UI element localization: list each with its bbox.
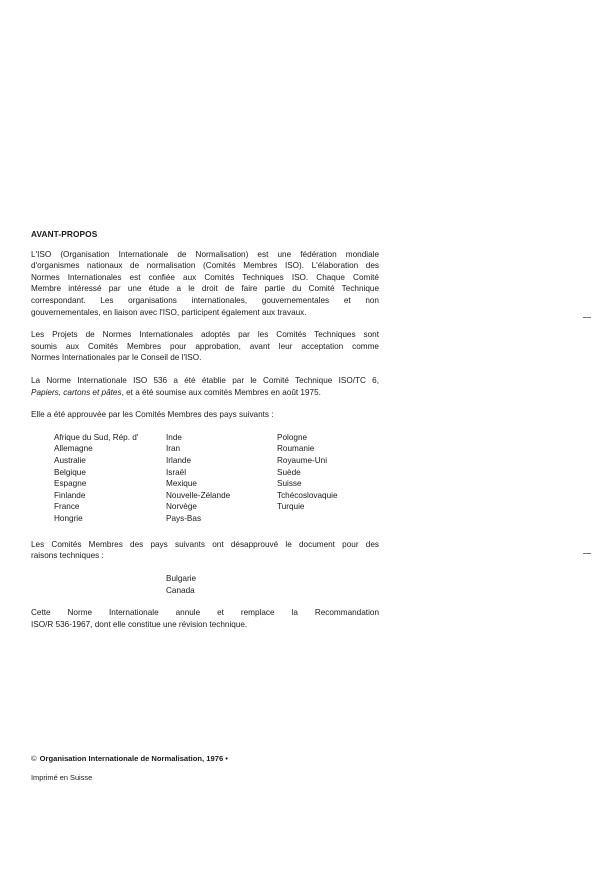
committee-title: Papiers, cartons et pâtes [31,387,122,397]
countries-column-3 [277,432,338,513]
text-line: Cette Norme Internationale annule et remplace la Recommandation [31,608,379,618]
country-item: Suède [277,467,301,477]
foreword-section [31,229,379,641]
country-item: Inde [166,432,182,442]
margin-mark [583,317,591,318]
country-item: Irlande [166,455,192,465]
country-item: Israël [166,467,187,477]
text-line: ISO/R 536-1967, dont elle constitue une révision technique. [31,619,248,629]
country-item: Finlande [54,490,86,500]
country-item: Hongrie [54,513,83,523]
foreword-heading: AVANT-PROPOS [31,229,98,239]
country-item: Royaume-Uni [277,455,328,465]
country-item: Iran [166,444,181,454]
text-line [31,387,379,399]
country-item: Espagne [54,479,87,489]
text-line: correspondant. Les organisations internationales, gouvernementales et non [31,295,379,305]
copyright-text: Organisation Internationale de Normalisation, 1976 • [39,754,228,763]
paragraph-replaces [31,607,379,630]
country-item: Canada [166,585,195,595]
countries-column-1 [54,432,138,525]
country-item: Turquie [277,502,305,512]
paragraph-approved-by [31,409,379,421]
text-fragment: , et a été soumise aux comités Membres en août 1975. [121,387,321,397]
paragraph-iso-intro [31,249,379,319]
country-item: Pologne [277,432,308,442]
country-item: Tchécoslovaquie [277,490,338,500]
country-item: Mexique [166,479,197,489]
text-line: gouvernementales, en liaison avec l'ISO, participent également aux travaux. [31,307,307,317]
margin-mark [583,553,591,554]
text-line: Normes Internationales est confiée aux Comités Techniques ISO. Chaque Comité [31,272,379,282]
text-line: Les Projets de Normes Internationales adoptés par les Comités Techniques sont [31,330,379,340]
approving-countries-list [31,432,379,524]
text-line: Elle a été approuvée par les Comités Membres des pays suivants : [31,410,274,420]
country-item: Nouvelle-Zélande [166,490,231,500]
country-item: Norvège [166,502,197,512]
country-item: Pays-Bas [166,513,202,523]
copyright-notice [31,754,228,764]
text-line: Normes Internationales par le Conseil de l'ISO. [31,353,202,363]
text-line: La Norme Internationale ISO 536 a été établie par le Comité Technique ISO/TC 6, [31,375,379,385]
text-line: Membre intéressé par une étude a le droit de faire partie du Comité Technique [31,284,379,294]
countries-column-2 [166,432,230,525]
text-line: L'ISO (Organisation Internationale de Normalisation) est une fédération mondiale [31,249,379,259]
disapproving-countries-list [166,573,379,596]
text-line: raisons techniques : [31,551,104,561]
country-item: Roumanie [277,444,315,454]
copyright-symbol: © [31,754,37,763]
text-line: d'organismes nationaux de normalisation (Comités Membres ISO). L'élaboration des [31,261,379,271]
country-item: Afrique du Sud, Rép. d' [54,432,139,442]
paragraph-iso-536 [31,375,379,398]
country-item: Australie [54,455,86,465]
paragraph-draft-standards [31,329,379,364]
text-line: soumis aux Comités Membres pour approbation, avant leur acceptation comme [31,341,379,351]
text-line: Les Comités Membres des pays suivants ont désapprouvé le document pour des [31,539,379,549]
country-item: Allemagne [54,444,93,454]
country-item: Bulgarie [166,573,197,583]
printed-in-notice: Imprimé en Suisse [31,773,93,782]
country-item: France [54,502,80,512]
country-item: Suisse [277,479,302,489]
country-item: Belgique [54,467,86,477]
paragraph-disapproved-by [31,539,379,562]
